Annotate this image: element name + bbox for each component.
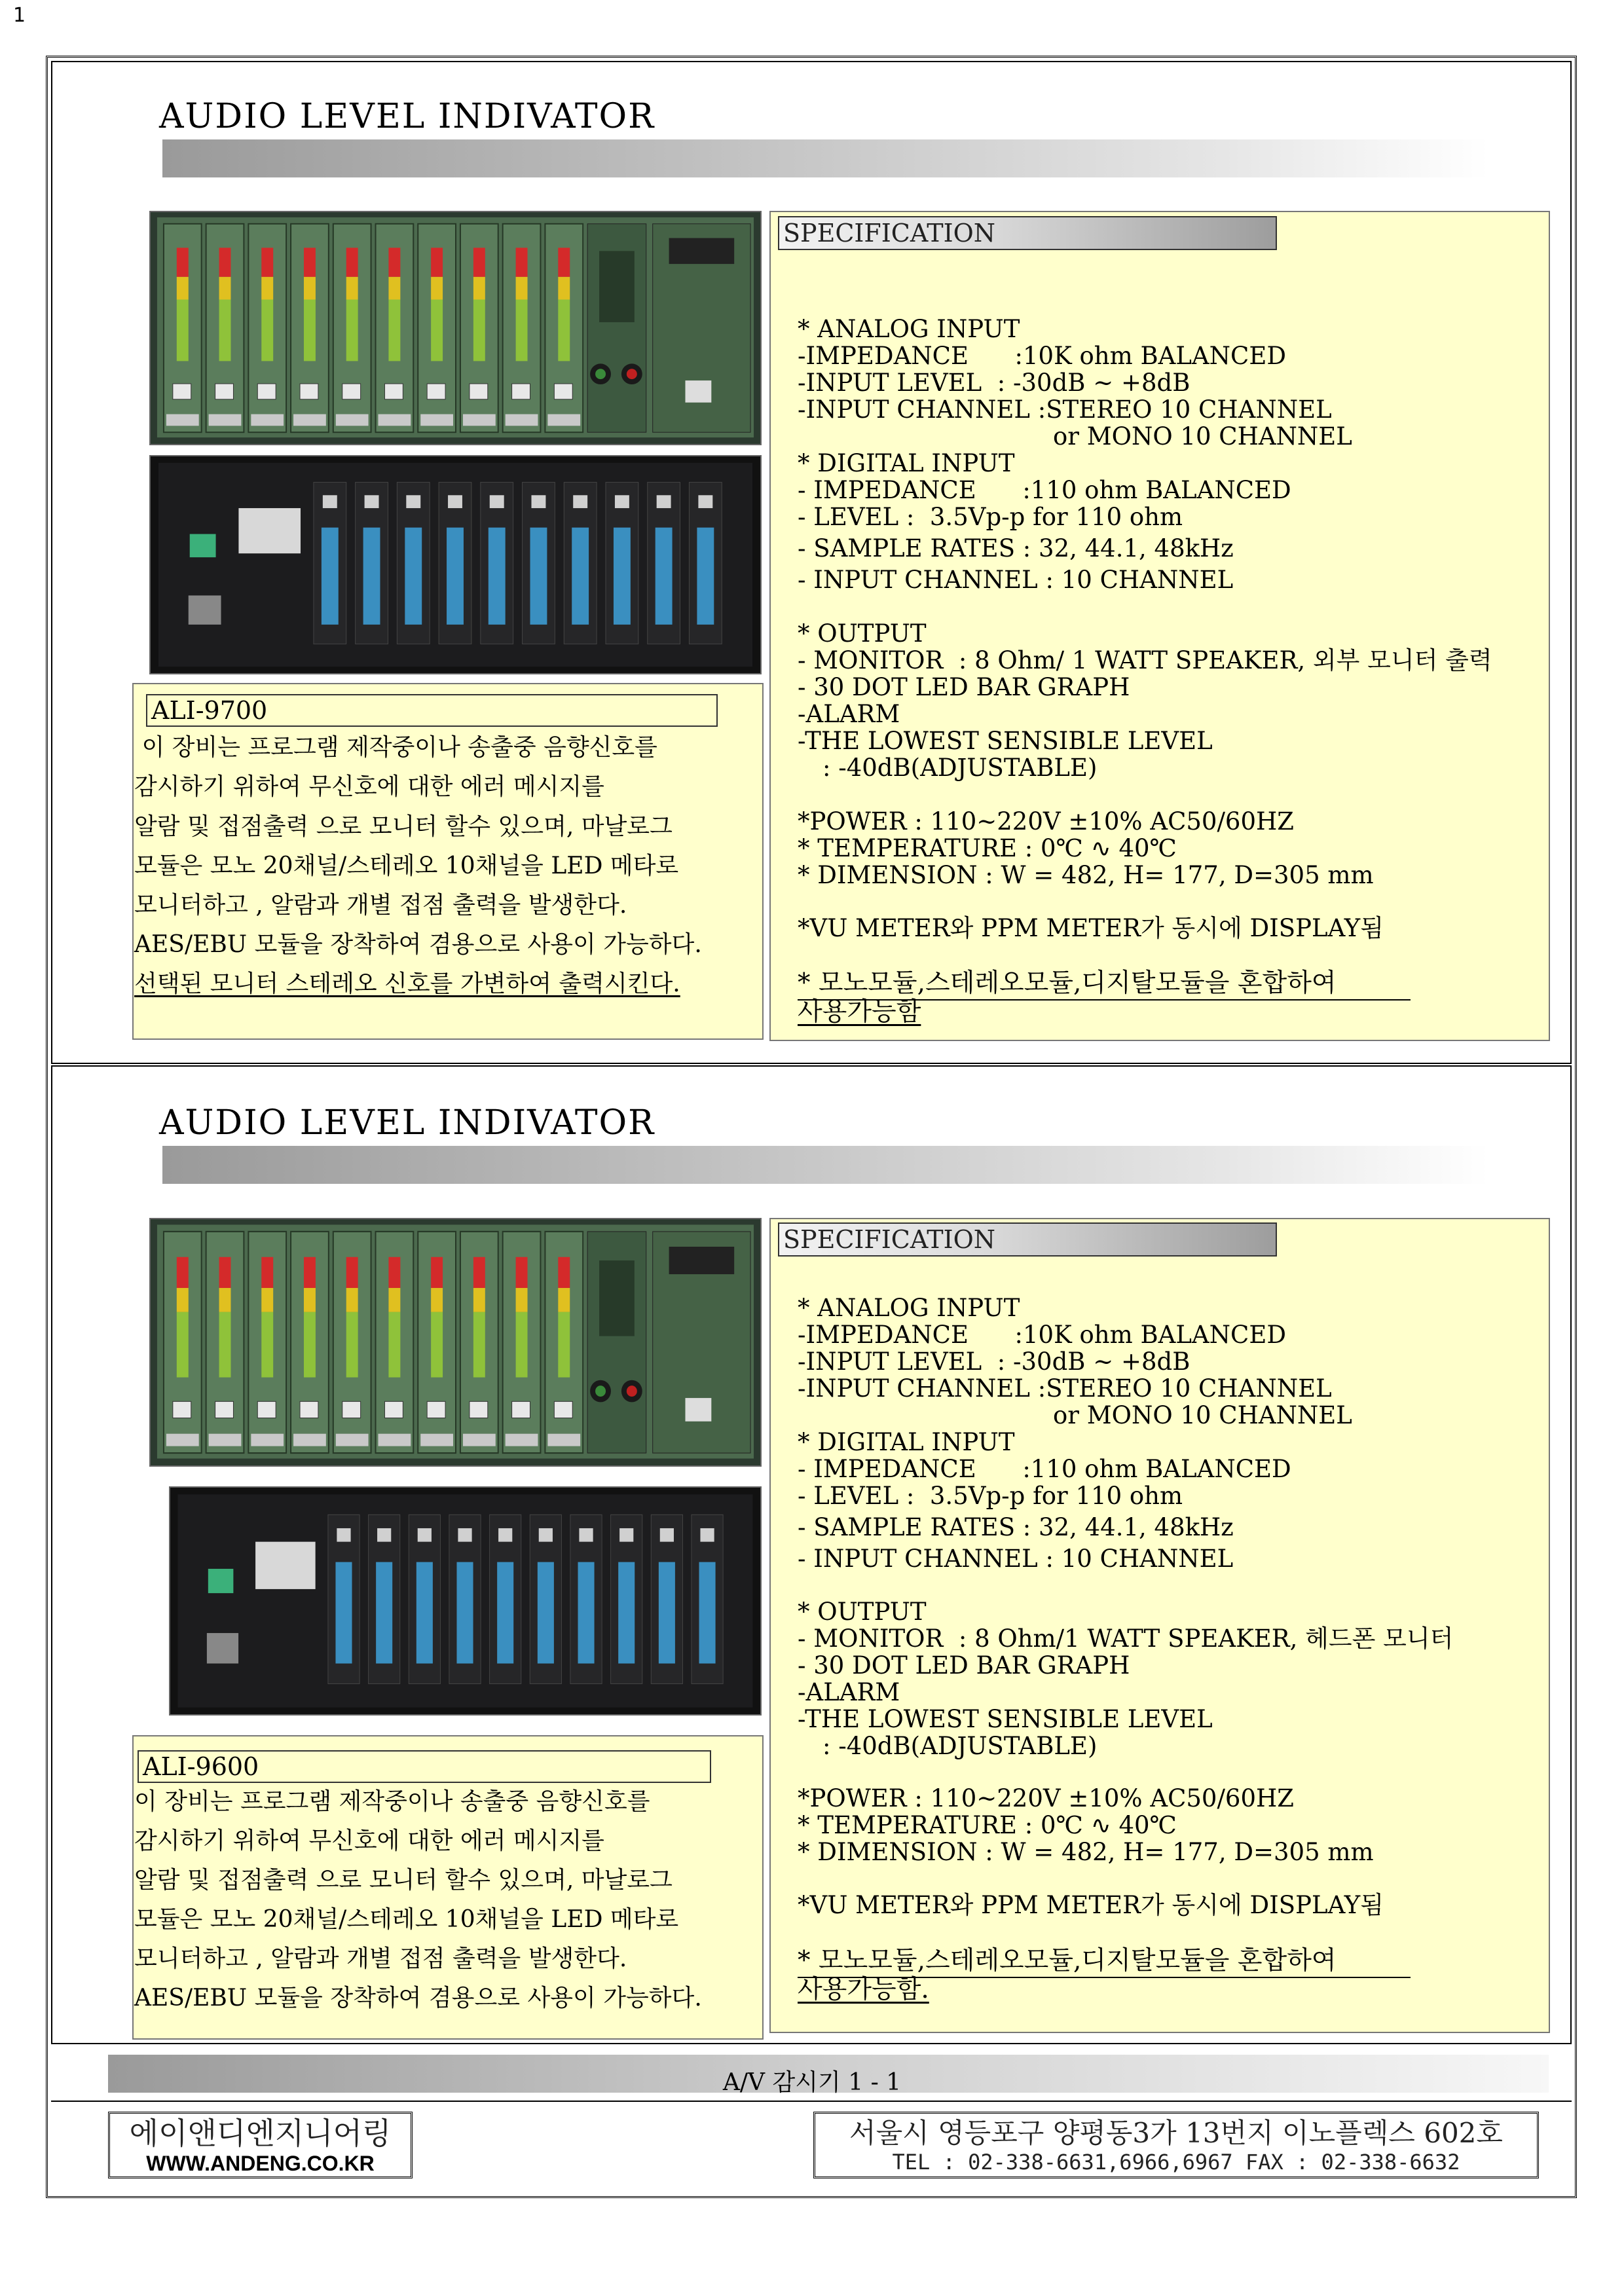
- spec-line: -INPUT LEVEL : -30dB ~ +8dB: [798, 1348, 1190, 1376]
- spec-line: * DIMENSION : W = 482, H= 177, D=305 mm: [798, 861, 1374, 889]
- spec-line: -THE LOWEST SENSIBLE LEVEL: [798, 1705, 1213, 1733]
- footer-divider: [51, 2101, 1572, 2102]
- section-2-spec-header: SPECIFICATION: [778, 1222, 1277, 1257]
- spec-line: : -40dB(ADJUSTABLE): [822, 754, 1098, 782]
- spec-line: -ALARM: [798, 700, 900, 728]
- section-1-front-panel-photo: [149, 211, 762, 445]
- spec-note-line: * 모노모듈,스테레오모듈,디지탈모듈을 혼합하여: [798, 1946, 1337, 1975]
- spec-line: - IMPEDANCE :110 ohm BALANCED: [798, 476, 1291, 504]
- desc-line: AES/EBU 모듈을 장착하여 겸용으로 사용이 가능하다.: [134, 931, 702, 958]
- section-1-spec-header: SPECIFICATION: [778, 216, 1277, 250]
- desc-line: 감시하기 위하여 무신호에 대한 에러 메시지를: [134, 773, 604, 800]
- desc-line: 모니터하고 , 알람과 개별 접점 출력을 발생한다.: [134, 1945, 627, 1972]
- spec-line: - 30 DOT LED BAR GRAPH: [798, 673, 1130, 701]
- spec-line: -IMPEDANCE :10K ohm BALANCED: [798, 342, 1287, 370]
- desc-line: 선택된 모니터 스테레오 신호를 가변하여 출력시킨다.: [134, 970, 680, 997]
- spec-line: * DIMENSION : W = 482, H= 177, D=305 mm: [798, 1838, 1374, 1866]
- spec-line: -IMPEDANCE :10K ohm BALANCED: [798, 1321, 1287, 1349]
- spec-line: * ANALOG INPUT: [798, 315, 1020, 343]
- desc-line: 감시하기 위하여 무신호에 대한 에러 메시지를: [134, 1827, 604, 1854]
- spec-note-line: 사용가능함: [798, 997, 921, 1027]
- front-panel-image: [151, 212, 760, 444]
- section-1-title-bar: [162, 139, 1488, 177]
- spec-line: - MONITOR : 8 Ohm/ 1 WATT SPEAKER, 외부 모니터 출력: [798, 646, 1492, 674]
- spec-line: -ALARM: [798, 1678, 900, 1706]
- desc-line: 알람 및 접점출력 으로 모니터 할수 있으며, 마날로그: [134, 813, 673, 840]
- spec-line: *VU METER와 PPM METER가 동시에 DISPLAY됨: [798, 914, 1384, 942]
- spec-line: - SAMPLE RATES : 32, 44.1, 48kHz: [798, 534, 1234, 562]
- spec-line: - IMPEDANCE :110 ohm BALANCED: [798, 1455, 1291, 1483]
- spec-line: or MONO 10 CHANNEL: [1053, 422, 1352, 450]
- section-2-model-label: ALI-9600: [138, 1750, 711, 1783]
- section-1-model-label: ALI-9700: [146, 694, 718, 727]
- company-name: 에이앤디엔지니어링: [129, 2116, 392, 2151]
- section-2-front-panel-photo: [149, 1218, 762, 1467]
- section-2-rear-panel-photo: [169, 1486, 762, 1716]
- desc-line: 이 장비는 프로그램 제작중이나 송출중 음향신호를: [134, 1788, 650, 1815]
- spec-line: -INPUT LEVEL : -30dB ~ +8dB: [798, 369, 1190, 397]
- section-2-title-bar: [162, 1146, 1488, 1184]
- spec-line: * OUTPUT: [798, 1598, 927, 1626]
- spec-line: * TEMPERATURE : 0℃ ∿ 40℃: [798, 834, 1177, 862]
- spec-line: - SAMPLE RATES : 32, 44.1, 48kHz: [798, 1513, 1234, 1541]
- spec-line: - LEVEL : 3.5Vp-p for 110 ohm: [798, 1482, 1183, 1510]
- spec-line: *POWER : 110~220V ±10% AC50/60HZ: [798, 807, 1294, 835]
- desc-line: 알람 및 접점출력 으로 모니터 할수 있으며, 마날로그: [134, 1867, 673, 1894]
- spec-line: * DIGITAL INPUT: [798, 1428, 1015, 1456]
- spec-line: -THE LOWEST SENSIBLE LEVEL: [798, 727, 1213, 755]
- spec-line: -INPUT CHANNEL :STEREO 10 CHANNEL: [798, 1374, 1332, 1403]
- section-2-title: AUDIO LEVEL INDIVATOR: [159, 1103, 655, 1143]
- rear-panel-image: [170, 1488, 760, 1714]
- spec-line: -INPUT CHANNEL :STEREO 10 CHANNEL: [798, 395, 1332, 424]
- desc-line: AES/EBU 모듈을 장착하여 겸용으로 사용이 가능하다.: [134, 1985, 702, 2011]
- spec-line: - MONITOR : 8 Ohm/1 WATT SPEAKER, 헤드폰 모니터: [798, 1625, 1454, 1653]
- section-1-title: AUDIO LEVEL INDIVATOR: [159, 97, 655, 136]
- desc-line: 모니터하고 , 알람과 개별 접점 출력을 발생한다.: [134, 892, 627, 919]
- section-1-rear-panel-photo: [149, 455, 762, 674]
- spec-line: - INPUT CHANNEL : 10 CHANNEL: [798, 1545, 1234, 1573]
- address-box: [813, 2112, 1539, 2178]
- company-box: [108, 2112, 413, 2178]
- spec-line: - LEVEL : 3.5Vp-p for 110 ohm: [798, 503, 1183, 531]
- desc-line: 모듈은 모노 20채널/스테레오 10채널을 LED 메타로: [134, 1906, 679, 1933]
- spec-line: *POWER : 110~220V ±10% AC50/60HZ: [798, 1784, 1294, 1812]
- spec-line: or MONO 10 CHANNEL: [1053, 1401, 1352, 1429]
- spec-line: * ANALOG INPUT: [798, 1294, 1020, 1322]
- company-contact: TEL : 02-338-6631,6966,6967 FAX : 02-338-6632: [892, 2150, 1460, 2175]
- spec-line: : -40dB(ADJUSTABLE): [822, 1732, 1098, 1760]
- spec-line: * DIGITAL INPUT: [798, 449, 1015, 477]
- rear-panel-image: [151, 456, 760, 673]
- spec-line: * TEMPERATURE : 0℃ ∿ 40℃: [798, 1811, 1177, 1839]
- spec-line: - INPUT CHANNEL : 10 CHANNEL: [798, 566, 1234, 594]
- company-website[interactable]: WWW.ANDENG.CO.KR: [146, 2152, 375, 2175]
- spec-note-line: 사용가능함.: [798, 1975, 929, 2004]
- company-address: 서울시 영등포구 양평동3가 13번지 이노플렉스 602호: [849, 2117, 1503, 2149]
- spec-line: - 30 DOT LED BAR GRAPH: [798, 1651, 1130, 1680]
- front-panel-image: [151, 1219, 760, 1465]
- page-number: 1: [13, 4, 26, 27]
- desc-line: 이 장비는 프로그램 제작중이나 송출중 음향신호를: [134, 734, 657, 761]
- footer-page-label: A/V 감시기 1 - 1: [722, 2069, 902, 2096]
- spec-note-line: * 모노모듈,스테레오모듈,디지탈모듈을 혼합하여: [798, 968, 1337, 998]
- spec-line: *VU METER와 PPM METER가 동시에 DISPLAY됨: [798, 1891, 1384, 1919]
- spec-line: * OUTPUT: [798, 619, 927, 648]
- desc-line: 모듈은 모노 20채널/스테레오 10채널을 LED 메타로: [134, 853, 679, 879]
